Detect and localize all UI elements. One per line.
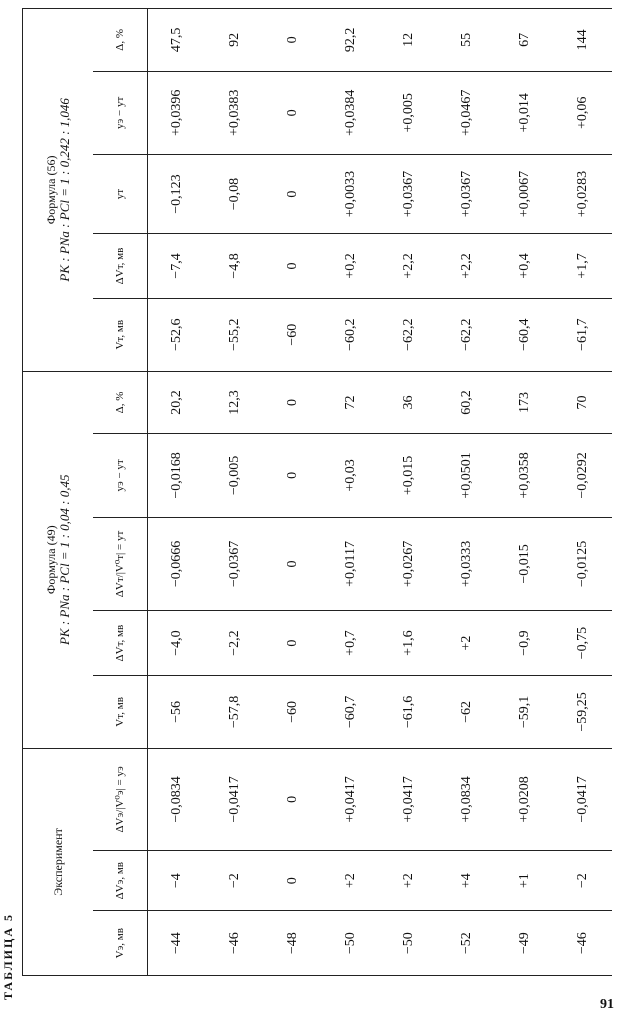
table-cell: −62,2	[438, 298, 496, 371]
table-cell: 144	[554, 9, 612, 72]
table-cell: −59,25	[554, 675, 612, 748]
column-header: ΔVт/|V⁰т| = yт	[93, 517, 148, 611]
table-cell: +2	[438, 611, 496, 676]
table-cell: −2	[206, 850, 264, 910]
table-cell: +0,0501	[438, 434, 496, 517]
table-cell: −50	[322, 911, 380, 976]
table-cell: −0,0417	[554, 748, 612, 850]
experiment-group-header: Эксперимент	[23, 748, 94, 975]
table-cell: −44	[148, 911, 206, 976]
table-cell: −0,0367	[206, 517, 264, 611]
table-cell: −0,0834	[148, 748, 206, 850]
table-cell: −0,005	[206, 434, 264, 517]
table-cell: 72	[322, 371, 380, 434]
table-cell: 0	[264, 234, 322, 299]
table-cell: 0	[264, 155, 322, 234]
table-row	[380, 9, 438, 976]
table-cell: −0,0417	[206, 748, 264, 850]
table-cell: +0,014	[496, 71, 554, 154]
formula-49-name: Формула (49)	[44, 525, 58, 595]
table-cell: +1,7	[554, 234, 612, 299]
table-cell: 0	[264, 9, 322, 72]
column-header: ΔVт, мв	[93, 234, 148, 299]
table-cell: −60,4	[496, 298, 554, 371]
table-cell: 20,2	[148, 371, 206, 434]
formula-56-group-header	[23, 9, 94, 372]
table-cell: +0,0834	[438, 748, 496, 850]
table-cell: +2	[322, 850, 380, 910]
table-cell: −60	[264, 298, 322, 371]
table-cell: +2,2	[438, 234, 496, 299]
table-cell: +0,7	[322, 611, 380, 676]
table-cell: +0,0467	[438, 71, 496, 154]
table-cell: +0,0367	[438, 155, 496, 234]
table-cell: −0,9	[496, 611, 554, 676]
column-header: Δ, %	[93, 9, 148, 72]
table-cell: 0	[264, 517, 322, 611]
table-cell: −0,0125	[554, 517, 612, 611]
table-cell: +0,0283	[554, 155, 612, 234]
column-header: Vт, мв	[93, 675, 148, 748]
table-row	[438, 9, 496, 976]
formula-49-ratio: PK : PNa : PCl = 1 : 0,04 : 0,45	[57, 474, 72, 646]
table-cell: 92,2	[322, 9, 380, 72]
table-cell: −0,0168	[148, 434, 206, 517]
table-cell: +1	[496, 850, 554, 910]
table-cell: −52	[438, 911, 496, 976]
table-cell: +1,6	[380, 611, 438, 676]
table-cell: −61,7	[554, 298, 612, 371]
table-row	[148, 9, 206, 976]
table-cell: −56	[148, 675, 206, 748]
data-table	[22, 8, 612, 976]
table-cell: 0	[264, 748, 322, 850]
table-cell: −52,6	[148, 298, 206, 371]
table-cell: −62,2	[380, 298, 438, 371]
table-cell: 47,5	[148, 9, 206, 72]
table-row	[206, 9, 264, 976]
table-cell: +4	[438, 850, 496, 910]
table-cell: −60,7	[322, 675, 380, 748]
column-header: ΔVэ/|V⁰э| = yэ	[93, 748, 148, 850]
table-cell: −55,2	[206, 298, 264, 371]
table-cell: −0,0292	[554, 434, 612, 517]
formula-56-ratio: PK : PNa : PCl = 1 : 0,242 : 1,046	[57, 98, 72, 282]
rotated-table-container	[22, 8, 612, 976]
column-header: yэ − yт	[93, 71, 148, 154]
table-cell: −4,0	[148, 611, 206, 676]
table-cell: −0,08	[206, 155, 264, 234]
column-header: ΔVэ, мв	[93, 850, 148, 910]
table-cell: −49	[496, 911, 554, 976]
table-row	[496, 9, 554, 976]
table-cell: 0	[264, 434, 322, 517]
table-cell: +0,015	[380, 434, 438, 517]
table-row	[554, 9, 612, 976]
table-cell: −59,1	[496, 675, 554, 748]
table-row	[322, 9, 380, 976]
table-cell: +0,0333	[438, 517, 496, 611]
table-cell: 92	[206, 9, 264, 72]
table-cell: 55	[438, 9, 496, 72]
table-cell: +2	[380, 850, 438, 910]
table-cell: −60,2	[322, 298, 380, 371]
table-cell: +0,0208	[496, 748, 554, 850]
table-cell: −57,8	[206, 675, 264, 748]
column-header: Vт, мв	[93, 298, 148, 371]
table-cell: 0	[264, 850, 322, 910]
table-row	[264, 9, 322, 976]
table-cell: +0,0358	[496, 434, 554, 517]
table-cell: 0	[264, 71, 322, 154]
table-cell: 173	[496, 371, 554, 434]
table-cell: −0,0666	[148, 517, 206, 611]
table-cell: −46	[554, 911, 612, 976]
table-cell: +0,0267	[380, 517, 438, 611]
table-cell: +0,0396	[148, 71, 206, 154]
table-cell: −0,123	[148, 155, 206, 234]
table-cell: −2,2	[206, 611, 264, 676]
table-cell: −46	[206, 911, 264, 976]
table-cell: −4,8	[206, 234, 264, 299]
table-cell: 12	[380, 9, 438, 72]
table-cell: −50	[380, 911, 438, 976]
table-cell: +0,0033	[322, 155, 380, 234]
table-cell: 60,2	[438, 371, 496, 434]
table-cell: +0,0067	[496, 155, 554, 234]
table-cell: −61,6	[380, 675, 438, 748]
column-header: Δ, %	[93, 371, 148, 434]
column-header-row	[93, 9, 148, 976]
table-cell: +2,2	[380, 234, 438, 299]
table-cell: −2	[554, 850, 612, 910]
table-cell: +0,0367	[380, 155, 438, 234]
table-label: ТАБЛИЦА 5	[1, 913, 15, 1000]
column-header: Vэ, мв	[93, 911, 148, 976]
table-cell: 67	[496, 9, 554, 72]
column-header: yт	[93, 155, 148, 234]
table-cell: +0,0384	[322, 71, 380, 154]
table-cell: +0,0417	[322, 748, 380, 850]
table-cell: +0,03	[322, 434, 380, 517]
table-cell: 36	[380, 371, 438, 434]
table-cell: −4	[148, 850, 206, 910]
table-cell: +0,2	[322, 234, 380, 299]
table-body	[148, 9, 613, 976]
column-header: yэ − yт	[93, 434, 148, 517]
page-number: 91	[600, 997, 614, 1012]
table-cell: 70	[554, 371, 612, 434]
table-cell: 0	[264, 611, 322, 676]
table-cell: −0,75	[554, 611, 612, 676]
table-cell: +0,0383	[206, 71, 264, 154]
table-cell: 12,3	[206, 371, 264, 434]
table-cell: −0,015	[496, 517, 554, 611]
table-cell: −60	[264, 675, 322, 748]
table-cell: −62	[438, 675, 496, 748]
table-cell: +0,0117	[322, 517, 380, 611]
table-cell: +0,06	[554, 71, 612, 154]
table-cell: −48	[264, 911, 322, 976]
table-cell: −7,4	[148, 234, 206, 299]
table-cell: 0	[264, 371, 322, 434]
column-header: ΔVт, мв	[93, 611, 148, 676]
table-cell: +0,005	[380, 71, 438, 154]
formula-49-group-header	[23, 371, 94, 748]
table-cell: +0,0417	[380, 748, 438, 850]
formula-56-name: Формула (56)	[44, 155, 58, 225]
table-cell: +0,4	[496, 234, 554, 299]
